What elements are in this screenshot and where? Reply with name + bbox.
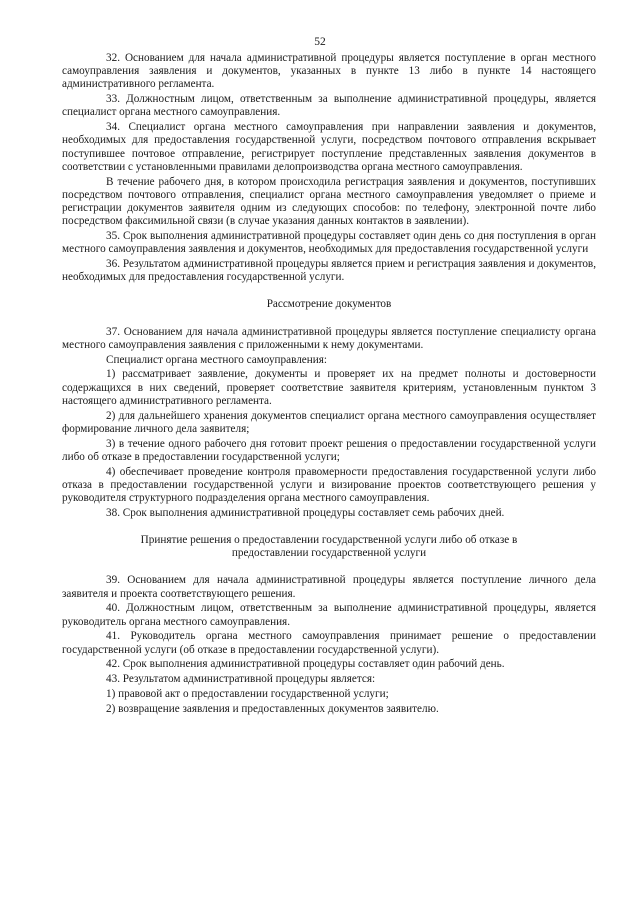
paragraph-37: 37. Основанием для начала административной процедуры является поступление специалисту органа местного самоуправления заявления с приложенными к нему документами. <box>62 325 596 351</box>
section-heading-decision-line2: предоставлении государственной услуги <box>231 547 427 560</box>
list-item-1: 1) рассматривает заявление, документы и проверяет их на предмет полноты и достоверности содержащихся в них сведений, проверяет соответствие заявителя критериям, установленным пунктом 3 настоящего административного регламента. <box>62 368 596 407</box>
paragraph-38: 38. Срок выполнения административной процедуры составляет семь рабочих дней. <box>106 506 505 519</box>
paragraph-34-notification: В течение рабочего дня, в котором происходила регистрация заявления и документов, поступивших посредством почтового отправления, специалист органа местного самоуправления уведомляет о приеме и регистрации документов заявителя одним из следующих способов: по телефону, электронной почте либо посредством факсимильной связи (в случае указания данных контактов в заявлении). <box>62 175 596 228</box>
list-item-2: 2) для дальнейшего хранения документов специалист органа местного самоуправления осуществляет формирование личного дела заявителя; <box>62 409 596 435</box>
section-heading-decision <box>62 534 596 560</box>
document-body <box>62 52 596 718</box>
list-item-3: 3) в течение одного рабочего дня готовит проект решения о предоставлении государственной услуги либо об отказе в предоставлении государственной услуги; <box>62 437 596 463</box>
section-heading-review: Рассмотрение документов <box>266 298 392 311</box>
paragraph-33: 33. Должностным лицом, ответственным за выполнение административной процедуры, является специалист органа местного самоуправления. <box>62 93 596 119</box>
paragraph-36: 36. Результатом административной процедуры является прием и регистрация заявления и документов, необходимых для предоставления государственной услуги. <box>62 258 596 284</box>
paragraph-40: 40. Должностным лицом, ответственным за выполнение административной процедуры, является руководитель органа местного самоуправления. <box>62 602 596 628</box>
paragraph-34: 34. Специалист органа местного самоуправления при направлении заявления и документов, необходимых для предоставления государственной услуги, посредством почтового отправления вскрывает поступившее почтовое отправление, регистрирует поступление представленных заявления документов в соответствии с установленными правилами делопроизводства органа местного самоуправления. <box>62 121 596 173</box>
paragraph-41: 41. Руководитель органа местного самоуправления принимает решение о предоставлении государственной услуги (об отказе в предоставлении государственной услуги). <box>62 630 596 656</box>
paragraph-42: 42. Срок выполнения административной процедуры составляет один рабочий день. <box>106 658 505 671</box>
paragraph-43: 43. Результатом административной процедуры является: <box>106 673 376 686</box>
result-item-1: 1) правовой акт о предоставлении государственной услуги; <box>106 688 389 701</box>
paragraph-35: 35. Срок выполнения административной процедуры составляет один день со дня поступления в орган местного самоуправления заявления и документов, необходимых для предоставления государственной услуги <box>62 230 596 256</box>
paragraph-32: 32. Основанием для начала административной процедуры является поступление в орган местного самоуправления заявления и документов, указанных в пункте 13 либо в пункте 14 настоящего административного регламента. <box>62 52 596 91</box>
paragraph-specialist-intro: Специалист органа местного самоуправления: <box>106 353 327 366</box>
result-item-2: 2) возвращение заявления и предоставленных документов заявителю. <box>106 702 439 715</box>
paragraph-39: 39. Основанием для начала административной процедуры является поступление личного дела заявителя и проекта соответствующего решения. <box>62 574 596 600</box>
list-item-4: 4) обеспечивает проведение контроля правомерности предоставления государственной услуги либо отказа в предоставлении государственной услуги и визирование проектов соответствующего решения у руководителя структурного подразделения органа местного самоуправления. <box>62 465 596 505</box>
section-heading-decision-line1: Принятие решения о предоставлении государственной услуги либо об отказе в <box>140 534 518 547</box>
page-number: 52 <box>314 36 326 48</box>
